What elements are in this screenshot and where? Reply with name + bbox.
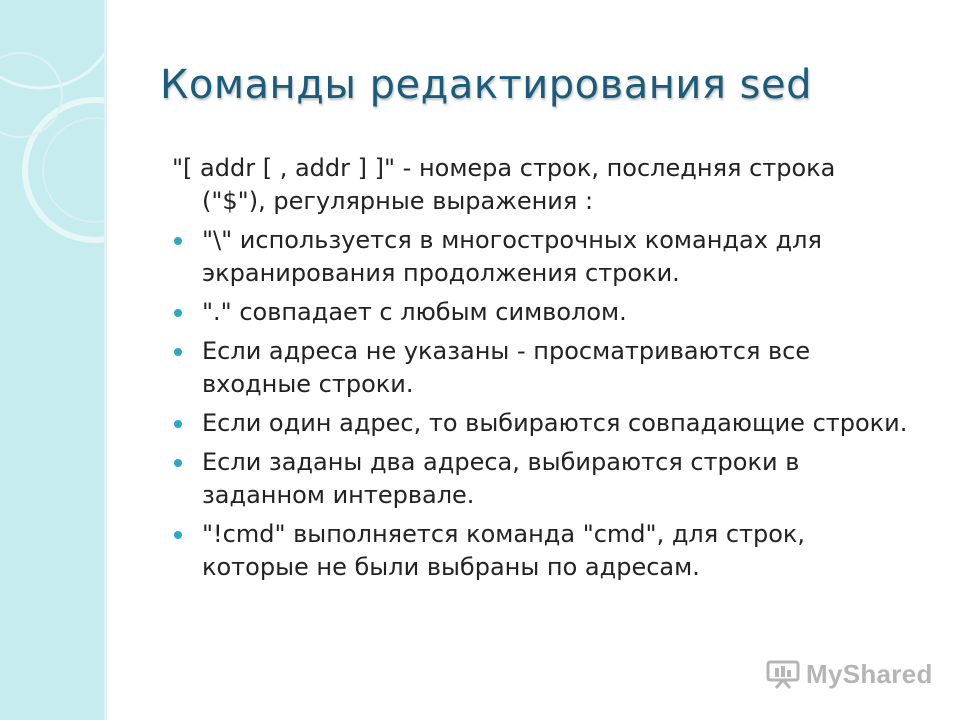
list-item-text: "\" используется в многострочных командах для экранирования продолжения строки. [202,226,822,287]
intro-paragraph [172,152,912,218]
bullet-dot-icon [174,237,182,245]
list-item-text: Если один адрес, то выбираются совпадающие строки. [202,409,908,437]
list-item [172,296,912,329]
bullet-list [172,224,912,584]
bullet-dot-icon [174,459,182,467]
slide-content [172,152,912,590]
bullet-dot-icon [174,348,182,356]
slide-title: Команды редактирования sed [160,62,813,108]
decorative-side-band [0,0,104,720]
presentation-board-icon [766,659,800,689]
myshared-logo [766,656,933,692]
decorative-circles [0,0,104,720]
list-item-text: Если адреса не указаны - просматриваются все входные строки. [202,337,811,398]
bullet-dot-icon [174,420,182,428]
intro-line-2: ("$"), регулярные выражения : [202,187,594,215]
list-item [172,224,912,290]
list-item [172,446,912,512]
list-item-text: "." совпадает с любым символом. [202,298,627,326]
bullet-dot-icon [174,309,182,317]
list-item-text: Если заданы два адреса, выбираются строки в заданном интервале. [202,448,800,509]
intro-line-1: "[ addr [ , addr ] ]" - номера строк, последняя строка [172,154,836,182]
logo-text: MyShared [806,658,933,689]
bullet-dot-icon [174,531,182,539]
list-item [172,335,912,401]
list-item [172,407,912,440]
list-item [172,518,912,584]
list-item-text: "!cmd" выполняется команда "cmd", для строк, которые не были выбраны по адресам. [202,520,806,581]
side-band-edge [104,0,107,720]
